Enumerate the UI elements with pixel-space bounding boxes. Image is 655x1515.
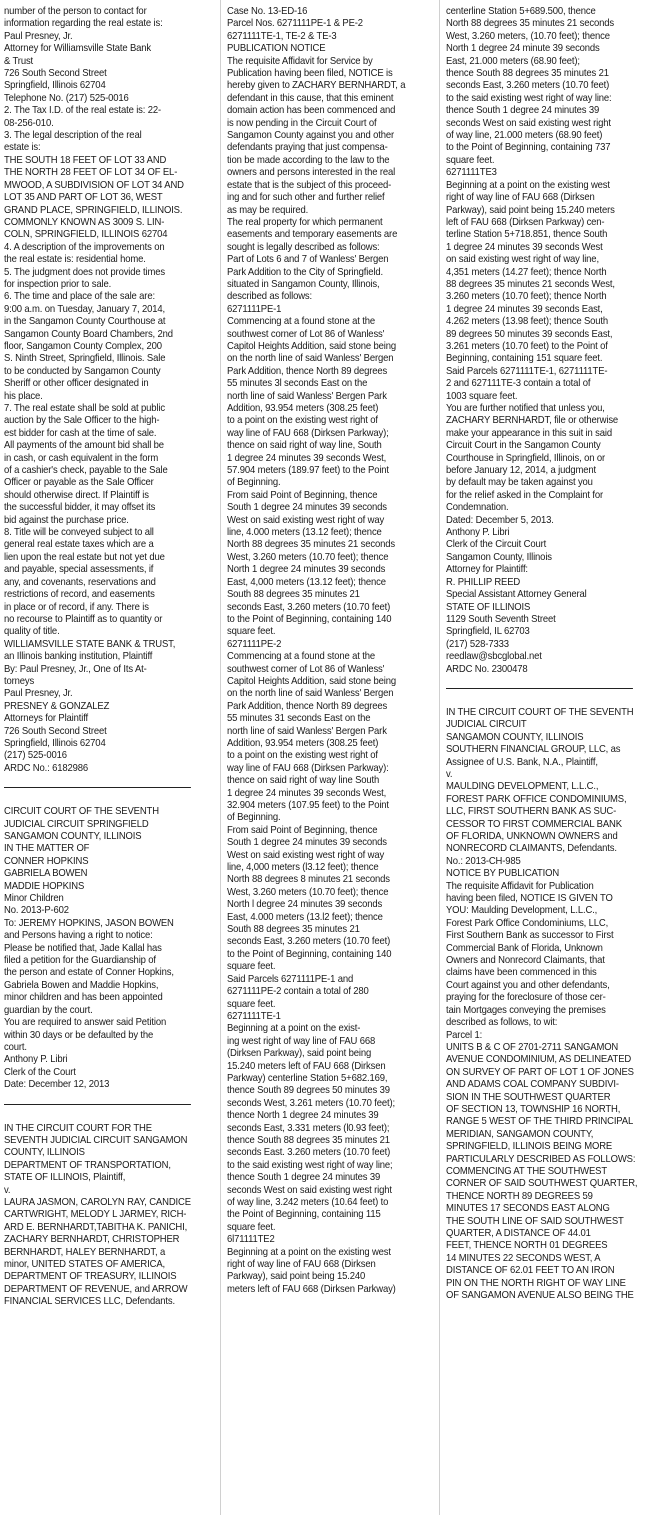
notice-eminent-domain-body: Case No. 13-ED-16 Parcel Nos. 6271111PE-1 & PE-2 6271111TE-1, TE-2 & TE-3 PUBLICATION NOTICE The requisite Affidavit for Service by Publication having been filed, NOTICE is hereby given to ZACHARY BERNHARDT, a defendant in this cause, that this eminent domain action has been commenced and is now pending in the Circuit Court of Sangamon County against you and other defendants praying that just compensa- tion be made according to the law to the owners and persons interested in the real estate that is the subject of this proceed- ing and for such other and further relief as may be required. The real property for which permanent easements and temporary easements are sought is legally described as follows: Part of Lots 6 and 7 of Wanless' Bergen Park Addition to the City of Springfield. situated in Sangamon County, Illinois, described as follows: 6271111PE-1 Commencing at a found stone at the southwest corner of Lot 86 of Wanless' Capitol Heights Addition, said stone being on the north line of said Wanless' Bergen Park Addition, thence North 89 degrees 55 minutes 3l seconds East on the north line of said Wanless' Bergen Park Addition, 93.954 meters (308.25 feet) to a point on the existing west right of way line of FAU 668 (Dirksen Parkway); thence on said right of way line, South 1 degree 24 minutes 39 seconds West, 57.904 meters (189.97 feet) to the Point of Beginning. From said Point of Beginning, thence South 1 degree 24 minutes 39 seconds West on said existing west right of way line, 4.000 meters (13.12 feet); thence North 88 degrees 35 minutes 21 seconds West, 3.260 meters (10.70 feet); thence North 1 degree 24 minutes 39 seconds East, 4,000 meters (13.12 feet); thence South 88 degrees 35 minutes 21 seconds East, 3.260 meters (10.70 feet) to the Point of Beginning, containing 140 square feet. 6271111PE-2 Commencing at a found stone at the southwest corner of Lot 86 of Wanless' Capitol Heights Addition, said stone being on the north line of said Wanless' Bergen Park Addition, thence North 89 degrees 55 minutes 31 seconds East on the north line of said Wanless' Bergen Park Addition, 93.954 meters (308.25 feet) to a point on the existing west right of way line of FAU 668 (Dirksen Parkway): thence on said right of way line South 1 degree 24 minutes 39 seconds West, 32.904 meters (107.95 feet) to the Point of Beginning. From said Point of Beginning, thence South 1 degree 24 minutes 39 seconds West on said existing west right of way line, 4,000 meters (l3.12 feet); thence North 88 degrees 8 minutes 21 seconds West, 3.260 meters (10.70 feet); thence North l degree 24 minutes 39 seconds East, 4.000 meters (13.l2 feet); thence South 88 degrees 35 minutes 21 seconds East, 3.260 meters (10.70 feet) to the Point of Beginning, containing 140 square feet. Said Parcels 6271111PE-1 and 6271111PE-2 contain a total of 280 square feet. 6271111TE-1 Beginning at a point on the exist- ing west right of way line of FAU 668 (Dirksen Parkway), said point being 15.240 meters left of FAU 668 (Dirksen Parkway) centerline Station 5+682.169, thence South 89 degrees 50 minutes 39 seconds West, 3.261 meters (10.70 feet); thence North 1 degree 24 minutes 39 seconds East, 3.331 meters (l0.93 feet); thence South 88 degrees 35 minutes 21 seconds East. 3.260 meters (10.70 feet) to the said existing west right of way line; thence South 1 degree 24 minutes 39 seconds West on said existing west right of way line, 3.242 meters (10.64 feet) to the Point of Beginning, containing 115 square feet. 6l71111TE2 Beginning at a point on the existing west right of way line of FAU 668 (Dirksen Parkway), said point being 15.240 meters left of FAU 668 (Dirksen Parkway) xyxy=(227,6,406,1295)
column-3 xyxy=(446,6,647,1302)
column-1 xyxy=(4,6,205,1309)
notice-separator xyxy=(4,1104,191,1105)
notice-separator xyxy=(446,688,633,689)
column-divider xyxy=(220,0,221,1515)
notice-foreclosure-sale-continued: number of the person to contact for information regarding the real estate is: Paul Presney, Jr. Attorney for Williamsville State Bank & Trust 726 South Second Street Springfield, Illinois 62704 Telephone No. (217) 525-0016 2. The Tax I.D. of the real estate is: 22- 08-256-010. 3. The legal description of the real estate is: THE SOUTH 18 FEET OF LOT 33 AND THE NORTH 28 FEET OF LOT 34 OF EL- MWOOD, A SUBDIVISION OF LOT 34 AND LOT 35 AND PART OF LOT 36, WEST GRAND PLACE, SPRINGFIELD, ILLINOIS. COMMONLY KNOWN AS 3009 S. LIN- COLN, SPRINGFIELD, ILLINOIS 62704 4. A description of the improvements on the real estate is: residential home. 5. The judgment does not provide times for inspection prior to sale. 6. The time and place of the sale are: 9:00 a.m. on Tuesday, January 7, 2014, in the Sangamon County Courthouse at Sangamon County Board Chambers, 2nd floor, Sangamon County Complex, 200 S. Ninth Street, Springfield, Illinois. Sale to be conducted by Sangamon County Sheriff or other officer designated in his place. 7. The real estate shall be sold at public auction by the Sale Officer to the high- est bidder for cash at the time of sale. All payments of the amount bid shall be in cash, or cash equivalent in the form of a cashier's check, payable to the Sale Officer or payable as the Sale Officer should otherwise direct. If Plaintiff is the successful bidder, it may offset its bid against the purchase price. 8. Title will be conveyed subject to all general real estate taxes which are a lien upon the real estate but not yet due and payable, special assessments, if any, and covenants, reservations and restrictions of record, and easements in place or of record, if any. There is no recourse to Plaintiff as to quantity or quality of title. WILLIAMSVILLE STATE BANK & TRUST, an Illinois banking institution, Plaintiff By: Paul Presney, Jr., One of Its At- torneys Paul Presney, Jr. PRESNEY & GONZALEZ Attorneys for Plaintiff 726 South Second Street Springfield, Illinois 62704 (217) 525-0016 ARDC No.: 6182986 xyxy=(4,6,184,774)
column-divider xyxy=(439,0,440,1515)
notice-eminent-domain-conclusion: centerline Station 5+689.500, thence North 88 degrees 35 minutes 21 seconds West, 3.260 meters, (10.70 feet); thence North 1 degree 24 minute 39 seconds East, 21.000 meters (68.90 feet); thence South 88 degrees 35 minutes 21 seconds East, 3.260 meters (10.70 feet) to the said existing west right of way line: thence South 1 degree 24 minutes 39 seconds West on said existing west right of way line, 21.000 meters (68.90 feet) to the Point of Beginning, containing 737 square feet. 6271111TE3 Beginning at a point on the existing west right of way line of FAU 668 (Dirksen Parkway), said point being 15.240 meters left of FAU 668 (Dirksen Parkway) cen- terline Station 5+718.851, thence South 1 degree 24 minutes 39 seconds West on said existing west right of way line, 4,351 meters (14.27 feet); thence North 88 degrees 35 minutes 21 seconds West, 3.260 meters (10.70 feet); thence North 1 degree 24 minutes 39 seconds East, 4.262 meters (13.98 feet); thence South 89 degrees 50 minutes 39 seconds East, 3.261 meters (10.70 feet) to the Point of Beginning, containing 151 square feet. Said Parcels 6271111TE-1, 6271111TE- 2 and 627111TE-3 contain a total of 1003 square feet. You are further notified that unless you, ZACHARY BERNHARDT, file or otherwise make your appearance in this suit in said Circuit Court in the Sangamon County Courthouse in Springfield, Illinois, on or before January 12, 2014, a judgment by default may be taken against you for the relief asked in the Complaint for Condemnation. Dated: December 5, 2013. Anthony P. Libri Clerk of the Circuit Court Sangamon County, Illinois Attorney for Plaintiff: R. PHILLIP REED Special Assistant Attorney General STATE OF ILLINOIS 1129 South Seventh Street Springfield, IL 62703 (217) 528-7333 reedlaw@sbcglobal.net ARDC No. 2300478 xyxy=(446,6,619,675)
notice-separator xyxy=(4,787,191,788)
notice-eminent-domain-caption: IN THE CIRCUIT COURT FOR THE SEVENTH JUDICIAL CIRCUIT SANGAMON COUNTY, ILLINOIS DEPARTMENT OF TRANSPORTATION, STATE OF ILLINOIS, Plaintiff, v. LAURA JASMON, CAROLYN RAY, CANDICE CARTWRIGHT, MELODY L JARMEY, RICH- ARD E. BERNHARDT,TABITHA K. PANICHI, ZACHARY BERNHARDT, CHRISTOPHER BERNHARDT, HALEY BERNHARDT, a minor, UNITED STATES OF AMERICA, DEPARTMENT OF TREASURY, ILLINOIS DEPARTMENT OF REVENUE, and ARROW FINANCIAL SERVICES LLC, Defendants. xyxy=(4,1122,191,1308)
column-2 xyxy=(227,6,428,1296)
notice-foreclosure-southern-financial: IN THE CIRCUIT COURT OF THE SEVENTH JUDICIAL CIRCUIT SANGAMON COUNTY, ILLINOIS SOUTHERN FINANCIAL GROUP, LLC, as Assignee of U.S. Bank, N.A., Plaintiff, v. MAULDING DEVELOPMENT, L.L.C., FOREST PARK OFFICE CONDOMINIUMS, LLC, FIRST SOUTHERN BANK AS SUC- CESSOR TO FIRST COMMERCIAL BANK OF FLORIDA, UNKNOWN OWNERS and NONRECORD CLAIMANTS, Defendants. No.: 2013-CH-985 NOTICE BY PUBLICATION The requisite Affidavit for Publication having been filed, NOTICE IS GIVEN TO YOU: Maulding Development, L.L.C., Forest Park Office Condominiums, LLC, First Southern Bank as successor to First Commercial Bank of Florida, Unknown Owners and Nonrecord Claimants, that claims have been commenced in this Court against you and other defendants, praying for the foreclosure of those cer- tain Mortgages conveying the premises described as follows, to wit: Parcel 1: UNITS B & C OF 2701-2711 SANGAMON AVENUE CONDOMINIUM, AS DELINEATED ON SURVEY OF PART OF LOT 1 OF JONES AND ADAMS COAL COMPANY SUBDIVI- SION IN THE SOUTHWEST QUARTER OF SECTION 13, TOWNSHIP 16 NORTH, RANGE 5 WEST OF THE THIRD PRINCIPAL MERIDIAN, SANGAMON COUNTY, SPRINGFIELD, ILLINOIS BEING MORE PARTICULARLY DESCRIBED AS FOLLOWS: COMMENCING AT THE SOUTHWEST CORNER OF SAID SOUTHWEST QUARTER, THENCE NORTH 89 DEGREES 59 MINUTES 17 SECONDS EAST ALONG THE SOUTH LINE OF SAID SOUTHWEST QUARTER, A DISTANCE OF 44.01 FEET, THENCE NORTH 01 DEGREES 14 MINUTES 22 SECONDS WEST, A DISTANCE OF 62.01 FEET TO AN IRON PIN ON THE NORTH RIGHT OF WAY LINE OF SANGAMON AVENUE ALSO BEING THE xyxy=(446,706,638,1302)
notice-guardianship-hopkins: CIRCUIT COURT OF THE SEVENTH JUDICIAL CIRCUIT SPRINGFIELD SANGAMON COUNTY, ILLINOIS IN THE MATTER OF CONNER HOPKINS GABRIELA BOWEN MADDIE HOPKINS Minor Children No. 2013-P-602 To: JEREMY HOPKINS, JASON BOWEN and Persons having a right to notice: Please be notified that, Jade Kallal has filed a petition for the Guardianship of the person and estate of Conner Hopkins, Gabriela Bowen and Maddie Hopkins, minor children and has been appointed guardian by the court. You are required to answer said Petition within 30 days or be defaulted by the court. Anthony P. Libri Clerk of the Court Date: December 12, 2013 xyxy=(4,806,174,1091)
